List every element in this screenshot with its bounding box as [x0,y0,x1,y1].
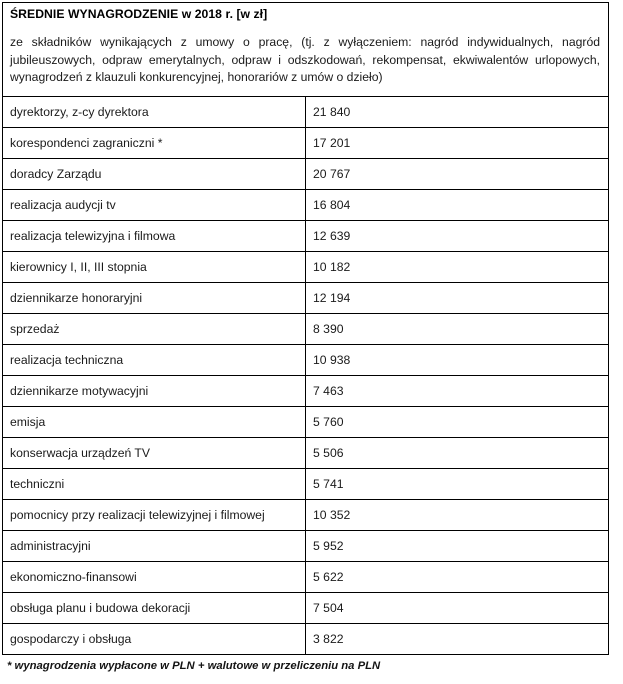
table-row [3,189,609,220]
row-value: 17 201 [306,127,609,158]
table-row [3,313,609,344]
row-value: 7 504 [306,592,609,623]
row-value: 20 767 [306,158,609,189]
salary-table-body [3,3,609,655]
row-label: sprzedaż [3,313,306,344]
row-label: realizacja audycji tv [3,189,306,220]
row-value: 5 952 [306,530,609,561]
row-label: konserwacja urządzeń TV [3,437,306,468]
row-label: ekonomiczno-finansowi [3,561,306,592]
table-row [3,344,609,375]
table-row [3,220,609,251]
row-value: 5 622 [306,561,609,592]
table-row [3,96,609,127]
table-row [3,282,609,313]
row-label: administracyjni [3,530,306,561]
table-row [3,530,609,561]
row-label: kierownicy I, II, III stopnia [3,251,306,282]
row-label: dziennikarze honoraryjni [3,282,306,313]
row-label: doradcy Zarządu [3,158,306,189]
row-label: pomocnicy przy realizacji telewizyjnej i filmowej [3,499,306,530]
row-label: dziennikarze motywacyjni [3,375,306,406]
table-row [3,592,609,623]
row-value: 12 194 [306,282,609,313]
row-label: gospodarczy i obsługa [3,623,306,654]
table-row [3,158,609,189]
table-row [3,251,609,282]
table-header-row [3,3,609,97]
row-value: 5 506 [306,437,609,468]
row-value: 21 840 [306,96,609,127]
row-label: realizacja telewizyjna i filmowa [3,220,306,251]
row-label: realizacja techniczna [3,344,306,375]
row-value: 16 804 [306,189,609,220]
row-value: 3 822 [306,623,609,654]
row-value: 5 741 [306,468,609,499]
table-row [3,406,609,437]
row-value: 10 938 [306,344,609,375]
row-value: 10 352 [306,499,609,530]
table-row [3,623,609,654]
table-row [3,499,609,530]
header-cell [3,3,609,97]
salary-table [2,2,609,655]
row-value: 8 390 [306,313,609,344]
intro-paragraph: ze składników wynikających z umowy o pracę, (tj. z wyłączeniem: nagród indywidualnych, nagród jubileuszowych, odpraw emerytalnych, odpraw i odszkodowań, rekompensat, ekwiwalentów urlopowych, wynagrodzeń z klauzuli konkurencyjnej, honorariów z umów o dzieło) [10,35,600,84]
row-value: 10 182 [306,251,609,282]
row-label: emisja [3,406,306,437]
table-row [3,561,609,592]
row-value: 12 639 [306,220,609,251]
row-label: obsługa planu i budowa dekoracji [3,592,306,623]
row-value: 5 760 [306,406,609,437]
footnote: * wynagrodzenia wypłacone w PLN + walutowe w przeliczeniu na PLN [7,659,381,672]
page-title: ŚREDNIE WYNAGRODZENIE w 2018 r. [w zł] [10,7,268,21]
row-label: techniczni [3,468,306,499]
table-row [3,375,609,406]
table-row [3,468,609,499]
table-row [3,127,609,158]
row-value: 7 463 [306,375,609,406]
row-label: dyrektorzy, z-cy dyrektora [3,96,306,127]
table-row [3,437,609,468]
row-label: korespondenci zagraniczni * [3,127,306,158]
